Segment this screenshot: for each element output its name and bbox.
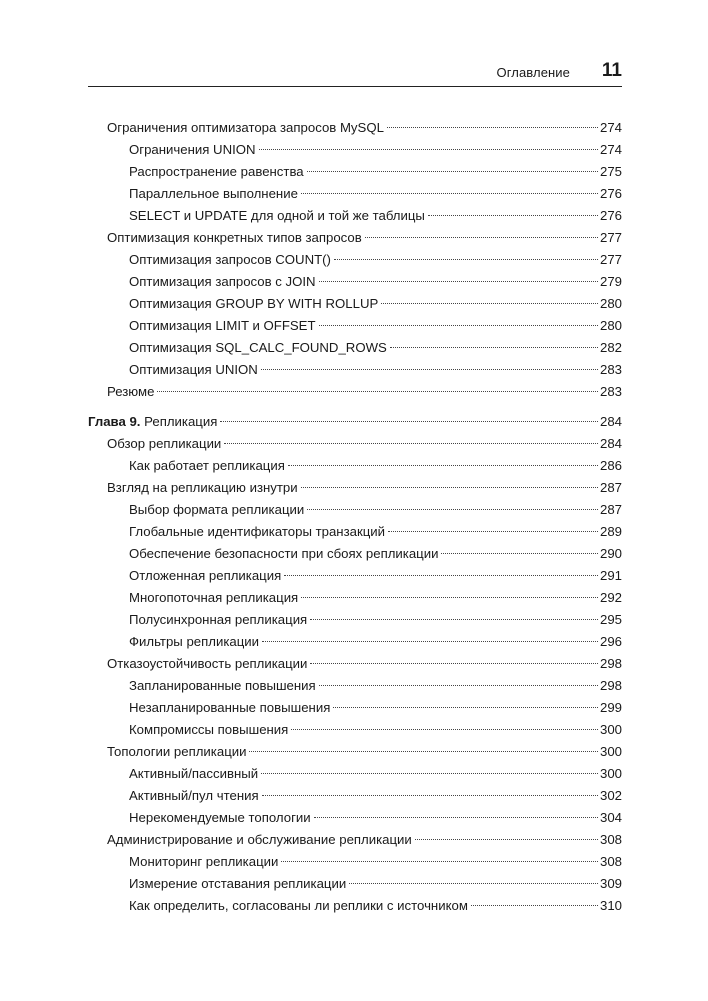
- toc-entry[interactable]: [88, 895, 622, 917]
- toc-entry-title: Отказоустойчивость репликации: [107, 656, 308, 671]
- toc-entry-page: 292: [599, 590, 622, 605]
- toc-entry[interactable]: [88, 337, 622, 359]
- dot-leader: [310, 662, 598, 664]
- toc-entry-title: Оптимизация UNION: [129, 362, 258, 377]
- toc-entry-title: Администрирование и обслуживание репликации: [107, 832, 412, 847]
- toc-entry-title: Распространение равенства: [129, 164, 304, 179]
- toc-entry[interactable]: [88, 763, 622, 785]
- toc-entry[interactable]: [88, 873, 622, 895]
- toc-entry-title: Компромиссы повышения: [129, 722, 289, 737]
- toc-entry-title: Оптимизация LIMIT и OFFSET: [129, 318, 316, 333]
- dot-leader: [262, 794, 598, 796]
- toc-entry[interactable]: [88, 183, 622, 205]
- toc-entry-page: 300: [599, 722, 622, 737]
- toc-entry-page: 284: [599, 414, 622, 429]
- toc-entry-page: 274: [599, 120, 622, 135]
- toc-entry-title: Полусинхронная репликация: [129, 612, 308, 627]
- toc-entry-page: 295: [599, 612, 622, 627]
- toc-entry[interactable]: [88, 433, 622, 455]
- toc-entry-title: Выбор формата репликации: [129, 502, 305, 517]
- dot-leader: [301, 596, 598, 598]
- toc-entry-title: Оптимизация запросов с JOIN: [129, 274, 316, 289]
- toc-entry-title: Обзор репликации: [107, 436, 222, 451]
- toc-entry-title: Измерение отставания репликации: [129, 876, 347, 891]
- toc-entry-page: 298: [599, 678, 622, 693]
- toc-entry-page: 291: [599, 568, 622, 583]
- toc-entry[interactable]: [88, 499, 622, 521]
- toc-entry-page: 274: [599, 142, 622, 157]
- toc-entry[interactable]: [88, 521, 622, 543]
- dot-leader: [388, 530, 598, 532]
- toc-entry-page: 298: [599, 656, 622, 671]
- toc-entry[interactable]: [88, 609, 622, 631]
- toc-entry-page: 277: [599, 230, 622, 245]
- toc-entry[interactable]: [88, 381, 622, 403]
- dot-leader: [224, 442, 598, 444]
- dot-leader: [301, 192, 598, 194]
- dot-leader: [261, 368, 598, 370]
- toc-entry-title: Оптимизация SQL_CALC_FOUND_ROWS: [129, 340, 387, 355]
- toc-entry-page: 276: [599, 208, 622, 223]
- toc-entry-page: 284: [599, 436, 622, 451]
- toc-entry-title: Оптимизация GROUP BY WITH ROLLUP: [129, 296, 379, 311]
- toc-entry[interactable]: [88, 117, 622, 139]
- toc-entry[interactable]: [88, 315, 622, 337]
- toc-entry[interactable]: [88, 455, 622, 477]
- toc-entry[interactable]: [88, 697, 622, 719]
- dot-leader: [310, 618, 598, 620]
- dot-leader: [428, 214, 598, 216]
- dot-leader: [314, 816, 598, 818]
- toc-entry-title: Активный/пассивный: [129, 766, 259, 781]
- dot-leader: [381, 302, 598, 304]
- dot-leader: [319, 324, 598, 326]
- toc-entry-page: 309: [599, 876, 622, 891]
- dot-leader: [319, 684, 598, 686]
- dot-leader: [259, 148, 598, 150]
- toc-entry-page: 280: [599, 296, 622, 311]
- dot-leader: [261, 772, 598, 774]
- dot-leader: [307, 170, 598, 172]
- toc-entry[interactable]: [88, 359, 622, 381]
- toc-entry-page: 276: [599, 186, 622, 201]
- toc-entry[interactable]: [88, 675, 622, 697]
- toc-entry-title: Глобальные идентификаторы транзакций: [129, 524, 386, 539]
- toc-entry-title: Многопоточная репликация: [129, 590, 299, 605]
- toc-entry-page: 279: [599, 274, 622, 289]
- toc-entry-title: Фильтры репликации: [129, 634, 259, 649]
- toc-entry[interactable]: [88, 477, 622, 499]
- dot-leader: [262, 640, 598, 642]
- toc-entry-page: 302: [599, 788, 622, 803]
- toc-entry-page: 310: [599, 898, 622, 913]
- toc-entry[interactable]: [88, 631, 622, 653]
- toc-entry-title: Оптимизация конкретных типов запросов: [107, 230, 362, 245]
- dot-leader: [249, 750, 598, 752]
- toc-entry-title: Как работает репликация: [129, 458, 285, 473]
- toc-entry[interactable]: [88, 205, 622, 227]
- toc-entry-title: Взгляд на репликацию изнутри: [107, 480, 298, 495]
- dot-leader: [307, 508, 598, 510]
- page-number: 11: [601, 60, 622, 81]
- toc-chapter-entry[interactable]: [88, 411, 622, 433]
- dot-leader: [288, 464, 598, 466]
- toc-entry-title: [88, 411, 217, 433]
- toc-entry-page: 299: [599, 700, 622, 715]
- chapter-prefix: Глава 9.: [88, 414, 141, 429]
- toc-entry[interactable]: [88, 785, 622, 807]
- toc-entry-title: Топологии репликации: [107, 744, 247, 759]
- toc-entry-page: 287: [599, 502, 622, 517]
- running-header: [88, 60, 622, 87]
- toc-entry-title: Нерекомендуемые топологии: [129, 810, 311, 825]
- toc-entry[interactable]: [88, 139, 622, 161]
- toc-entry-page: 277: [599, 252, 622, 267]
- toc-entry-page: 280: [599, 318, 622, 333]
- toc-entry-title: Оптимизация запросов COUNT(): [129, 252, 331, 267]
- toc-entry-page: 283: [599, 362, 622, 377]
- toc-entry-page: 296: [599, 634, 622, 649]
- toc-entry[interactable]: [88, 543, 622, 565]
- table-of-contents: [88, 117, 622, 917]
- toc-entry[interactable]: [88, 653, 622, 675]
- dot-leader: [333, 706, 598, 708]
- toc-entry-page: 304: [599, 810, 622, 825]
- dot-leader: [281, 860, 598, 862]
- toc-entry-page: 286: [599, 458, 622, 473]
- toc-entry-title: Параллельное выполнение: [129, 186, 298, 201]
- toc-entry-page: 289: [599, 524, 622, 539]
- toc-entry-title: Ограничения оптимизатора запросов MySQL: [107, 120, 384, 135]
- dot-leader: [319, 280, 598, 282]
- toc-entry[interactable]: [88, 227, 622, 249]
- dot-leader: [390, 346, 598, 348]
- toc-entry-title: Активный/пул чтения: [129, 788, 259, 803]
- toc-entry[interactable]: [88, 271, 622, 293]
- toc-entry-title: Как определить, согласованы ли реплики с источником: [129, 898, 468, 913]
- dot-leader: [387, 126, 598, 128]
- running-header-title: Оглавление: [496, 65, 570, 80]
- dot-leader: [334, 258, 598, 260]
- toc-entry[interactable]: [88, 807, 622, 829]
- toc-entry[interactable]: [88, 587, 622, 609]
- toc-entry-title: Резюме: [107, 384, 155, 399]
- dot-leader: [220, 420, 598, 422]
- toc-entry-title: Мониторинг репликации: [129, 854, 279, 869]
- toc-entry-page: 282: [599, 340, 622, 355]
- dot-leader: [284, 574, 598, 576]
- dot-leader: [157, 390, 598, 392]
- toc-entry-page: 300: [599, 744, 622, 759]
- toc-entry[interactable]: [88, 161, 622, 183]
- dot-leader: [471, 904, 598, 906]
- toc-entry[interactable]: [88, 565, 622, 587]
- toc-entry-page: 275: [599, 164, 622, 179]
- toc-entry-page: 300: [599, 766, 622, 781]
- toc-entry[interactable]: [88, 851, 622, 873]
- dot-leader: [415, 838, 598, 840]
- dot-leader: [349, 882, 598, 884]
- toc-entry-title: Ограничения UNION: [129, 142, 256, 157]
- toc-entry-page: 283: [599, 384, 622, 399]
- toc-entry[interactable]: [88, 829, 622, 851]
- toc-entry-title: SELECT и UPDATE для одной и той же таблицы: [129, 208, 425, 223]
- toc-entry-page: 308: [599, 832, 622, 847]
- toc-entry-page: 287: [599, 480, 622, 495]
- toc-entry[interactable]: [88, 741, 622, 763]
- dot-leader: [441, 552, 598, 554]
- toc-entry[interactable]: [88, 293, 622, 315]
- dot-leader: [301, 486, 598, 488]
- toc-entry-title: Отложенная репликация: [129, 568, 282, 583]
- toc-entry-title: Запланированные повышения: [129, 678, 316, 693]
- chapter-title: Репликация: [144, 414, 218, 429]
- toc-entry-page: 290: [599, 546, 622, 561]
- toc-entry-page: 308: [599, 854, 622, 869]
- dot-leader: [291, 728, 598, 730]
- dot-leader: [365, 236, 598, 238]
- toc-entry[interactable]: [88, 249, 622, 271]
- toc-entry-title: Незапланированные повышения: [129, 700, 331, 715]
- toc-entry-title: Обеспечение безопасности при сбоях репликации: [129, 546, 439, 561]
- toc-entry[interactable]: [88, 719, 622, 741]
